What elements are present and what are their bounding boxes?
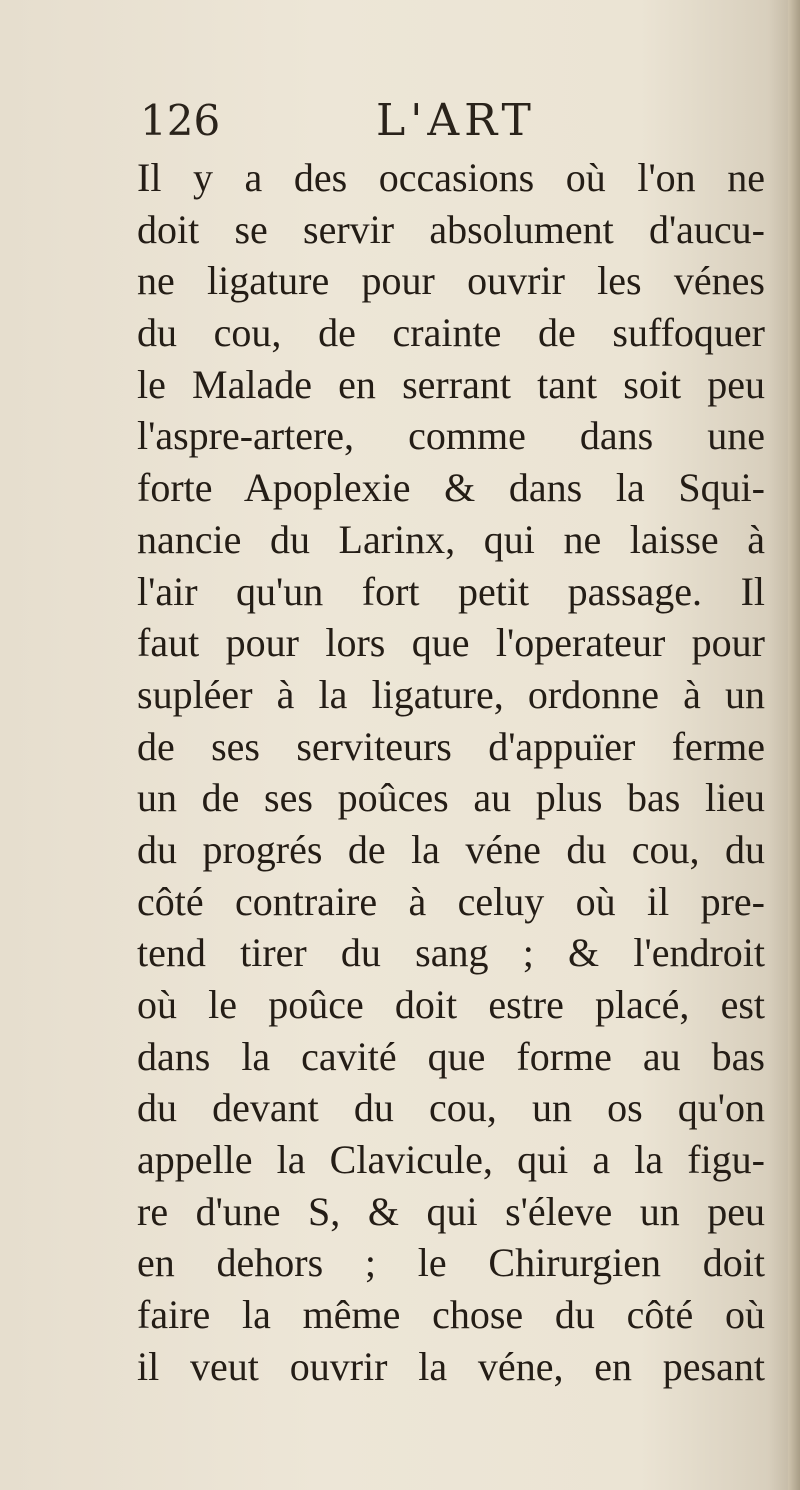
page-number: 126	[140, 96, 221, 145]
text-line: re d'une S, & qui s'éleve un peu	[137, 1188, 765, 1234]
page-edge	[788, 0, 800, 1490]
text-line: Il y a des occasions où l'on ne	[137, 155, 765, 200]
text-line: forte Apoplexie & dans la Squi-	[137, 465, 765, 511]
text-line: en dehors ; le Chirurgien doit	[137, 1240, 765, 1286]
text-line: supléer à la ligature, ordonne à un	[137, 671, 765, 717]
text-line: l'aspre-artere, comme dans une	[137, 413, 765, 459]
text-line: faire la même chose du côté où	[137, 1292, 765, 1338]
text-line: où le poûce doit estre placé, est	[137, 982, 765, 1027]
page-header	[140, 90, 700, 152]
running-head: L'ART	[376, 95, 536, 146]
text-line: du progrés de la véne du cou, du	[137, 826, 765, 872]
text-line: le Malade en serrant tant soit peu	[137, 361, 765, 407]
text-line: tend tirer du sang ; & l'endroit	[137, 930, 765, 976]
body-text	[137, 152, 765, 1393]
text-line: appelle la Clavicule, qui a la figu-	[137, 1137, 765, 1183]
text-line: de ses serviteurs d'appuïer ferme	[137, 723, 765, 769]
text-line: dans la cavité que forme au bas	[137, 1033, 765, 1079]
text-line: ne ligature pour ouvrir les vénes	[137, 258, 765, 304]
text-line: du devant du cou, un os qu'on	[137, 1085, 765, 1131]
text-line: faut pour lors que l'operateur pour	[137, 620, 765, 666]
text-line: du cou, de crainte de suffoquer	[137, 310, 765, 356]
text-line: un de ses poûces au plus bas lieu	[137, 775, 765, 821]
text-line: nancie du Larinx, qui ne laisse à	[137, 516, 765, 562]
text-line: doit se servir absolument d'aucu-	[137, 206, 765, 252]
text-line: côté contraire à celuy où il pre-	[137, 878, 765, 924]
text-line: il veut ouvrir la véne, en pesant	[137, 1343, 765, 1389]
text-line: l'air qu'un fort petit passage. Il	[137, 568, 765, 614]
